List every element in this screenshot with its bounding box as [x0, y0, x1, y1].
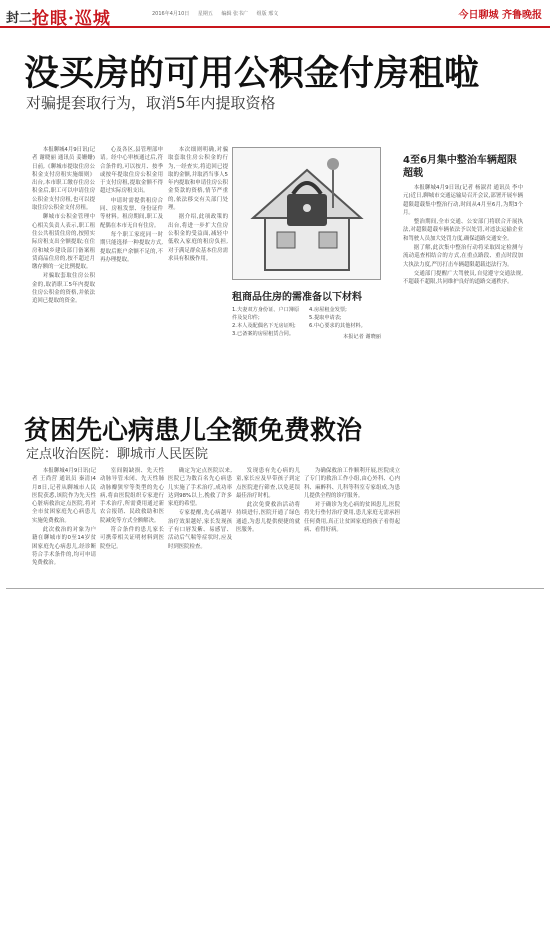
article2-column-1	[32, 467, 96, 579]
paragraph: 心及各区,县管理部申请。经中心审核通过后,符合条件的,可以按月、按季或按年提取住房公积金用于支付房租,提取金额不得超过实际房租支出。	[100, 147, 163, 195]
paragraph: 本报聊城4月9日讯(记者 谢晓丽 通讯员 姜姗姗)日前,《聊城市提取住房公积金支付房租实施细则》出台,本市职工缴存住房公积金后,职工可以申请住房公积金支付房租,也可以提取住房公积金支付房租。	[32, 147, 95, 212]
paragraph: 申请时需提供租房合同、房租发票、身份证件等材料。租房期间,职工及配偶在本市无自有住房。	[100, 197, 163, 229]
paragraph: 本次细则明确,对骗取套取住房公积金的行为,一经查实,将追回已提取的金额,并取消当事人5年内提取和申请住房公积金贷款的资格,情节严重的,依法移交有关部门处理。	[168, 147, 228, 212]
sidebar-body	[403, 184, 523, 406]
article2-column-3	[168, 467, 232, 579]
paragraph: 本报聊城4月9日讯(记者 杨淑君 通讯员 李中元)近日,聊城市交通运输局召开会议,部署开展车辆超限超载集中整治行动,时间从4月至6月,为期3个月。	[403, 185, 523, 216]
section-title: 抢眼·巡城	[32, 9, 111, 29]
paragraph: 聊城市公积金管理中心相关负责人表示,职工租住公共租赁住房的,按照实际房租支出全额提取;在住房和城乡建设部门备案租赁商品住房的,按不超过月缴存额的一定比例提取。	[32, 214, 95, 271]
issue-layout: 组版 邢文	[256, 11, 279, 17]
list-item: 4.房屋租金发票;	[309, 307, 347, 313]
article1-column-3	[168, 146, 228, 406]
issue-meta	[152, 10, 285, 17]
article1-headline: 没买房的可用公积金付房租啦	[24, 53, 480, 94]
article2-column-5	[304, 467, 400, 579]
paragraph: 此次救治的对象为户籍在聊城市的0至14岁贫困家庭先心病患儿,经诊断符合手术条件的,均可申请免费救治。	[32, 527, 96, 567]
paragraph: 发现患有先心病的儿童,家长应及早带孩子到定点医院进行筛查,以免延误最佳治疗时机。	[236, 468, 300, 499]
paragraph: 对骗取套取住房公积金的,取消职工5年内提取住房公积金的资格,并依法追回已提取的资金。	[32, 273, 95, 305]
issue-date: 2016年4月10日	[152, 11, 190, 17]
sidebar-title: 4至6月集中整治车辆超限超载	[403, 155, 517, 179]
paragraph: 为确保救治工作顺利开展,医院成立了专门的救治工作小组,由心外科、心内科、麻醉科、儿科等科室专家组成,为患儿提供全程的诊疗服务。	[304, 468, 400, 499]
article1-column-1	[32, 146, 95, 406]
masthead	[0, 0, 550, 28]
paragraph: 交通部门提醒广大驾驶员,自觉遵守交通法规,不超载不超限,共同维护良好的道路交通秩序。	[403, 270, 523, 286]
house-illustration	[232, 147, 381, 280]
paragraph: 室间隔缺损、先天性动脉导管未闭、先天性肺动脉瓣狭窄等类型的先心病,将由医院组织专家进行手术治疗,所需费用通过新农合报销、民政救助和医院减免等方式全额解决。	[100, 468, 164, 524]
paragraph: 本报聊城4月9日讯(记者 王尚营 通讯员 秦清)4月8日,记者从聊城市人民医院获悉,该院作为先天性心脏病救治定点医院,将对全市贫困家庭先心病患儿实施免费救治。	[32, 468, 96, 524]
house-lock-drawing	[233, 148, 381, 280]
article1-subhead: 对骗提套取行为，取消5年内提取资格	[26, 94, 276, 112]
article2-subhead: 定点收治医院：聊城市人民医院	[26, 447, 209, 462]
page-number: 封二	[6, 11, 33, 26]
issue-weekday: 星期五	[197, 11, 213, 17]
article2-headline: 贫困先心病患儿全额免费救治	[24, 416, 363, 446]
article2-column-4	[236, 467, 300, 579]
paragraph: 专家提醒,先心病越早治疗效果越好,家长发现孩子有口唇发紫、易感冒、活动后气喘等症状时,应及时到医院检查。	[168, 510, 232, 550]
paragraph: 每个职工家庭同一时期只能选择一种提取方式,提取后账户余额不足的,不再办理提取。	[100, 231, 163, 263]
newspaper-logo: 今日聊城 齐鲁晚报	[458, 10, 542, 21]
issue-editor: 编辑 张书广	[221, 11, 249, 17]
reporter-credit: 本报记者 谢晓丽	[343, 334, 381, 340]
materials-right	[309, 306, 381, 341]
paragraph: 符合条件的患儿家长可携带相关证明材料到医院登记。	[100, 527, 164, 550]
paragraph: 此次免费救治活动将持续进行,医院开通了绿色通道,为患儿提供便捷的就医服务。	[236, 502, 300, 534]
materials-left	[232, 306, 304, 338]
paragraph: 据介绍,此项政策的出台,将进一步扩大住房公积金的受益面,减轻中低收入家庭的租房负担,对于满足群众基本住房需求具有积极作用。	[168, 214, 228, 262]
list-item: 2.本人及配偶名下无房证明;	[232, 323, 296, 329]
list-item: 1.夫妻双方身份证、户口簿原件及复印件;	[232, 307, 300, 321]
photo-caption: 租商品住房的需准备以下材料	[232, 292, 362, 303]
paragraph: 据了解,此次集中整治行动将采取固定检测与流动巡查相结合的方式,在重点路段、重点时段加大执法力度,严厉打击车辆超限超载违法行为。	[403, 245, 523, 268]
paragraph: 对于确诊为先心病的贫困患儿,医院将先行垫付治疗费用,患儿家庭无需承担任何费用,真正让贫困家庭的孩子看得起病、看得好病。	[304, 502, 400, 534]
paragraph: 整治期间,全市交通、公安部门将联合开展执法,对超限超载车辆依法予以处罚,对违法运输企业和驾驶人员加大处罚力度,确保道路交通安全。	[403, 219, 523, 242]
list-item: 5.提取申请表;	[309, 315, 342, 321]
list-item: 6.中心要求的其他材料。	[309, 323, 366, 329]
page-bottom-divider	[6, 588, 544, 589]
paragraph: 确定为定点医院以来,医院已为数百名先心病患儿实施了手术治疗,成功率达到98%以上,挽救了许多家庭的希望。	[168, 468, 232, 508]
list-item: 3.已备案的房屋租赁合同。	[232, 331, 295, 337]
article2-column-2	[100, 467, 164, 579]
article1-column-2	[100, 146, 163, 406]
